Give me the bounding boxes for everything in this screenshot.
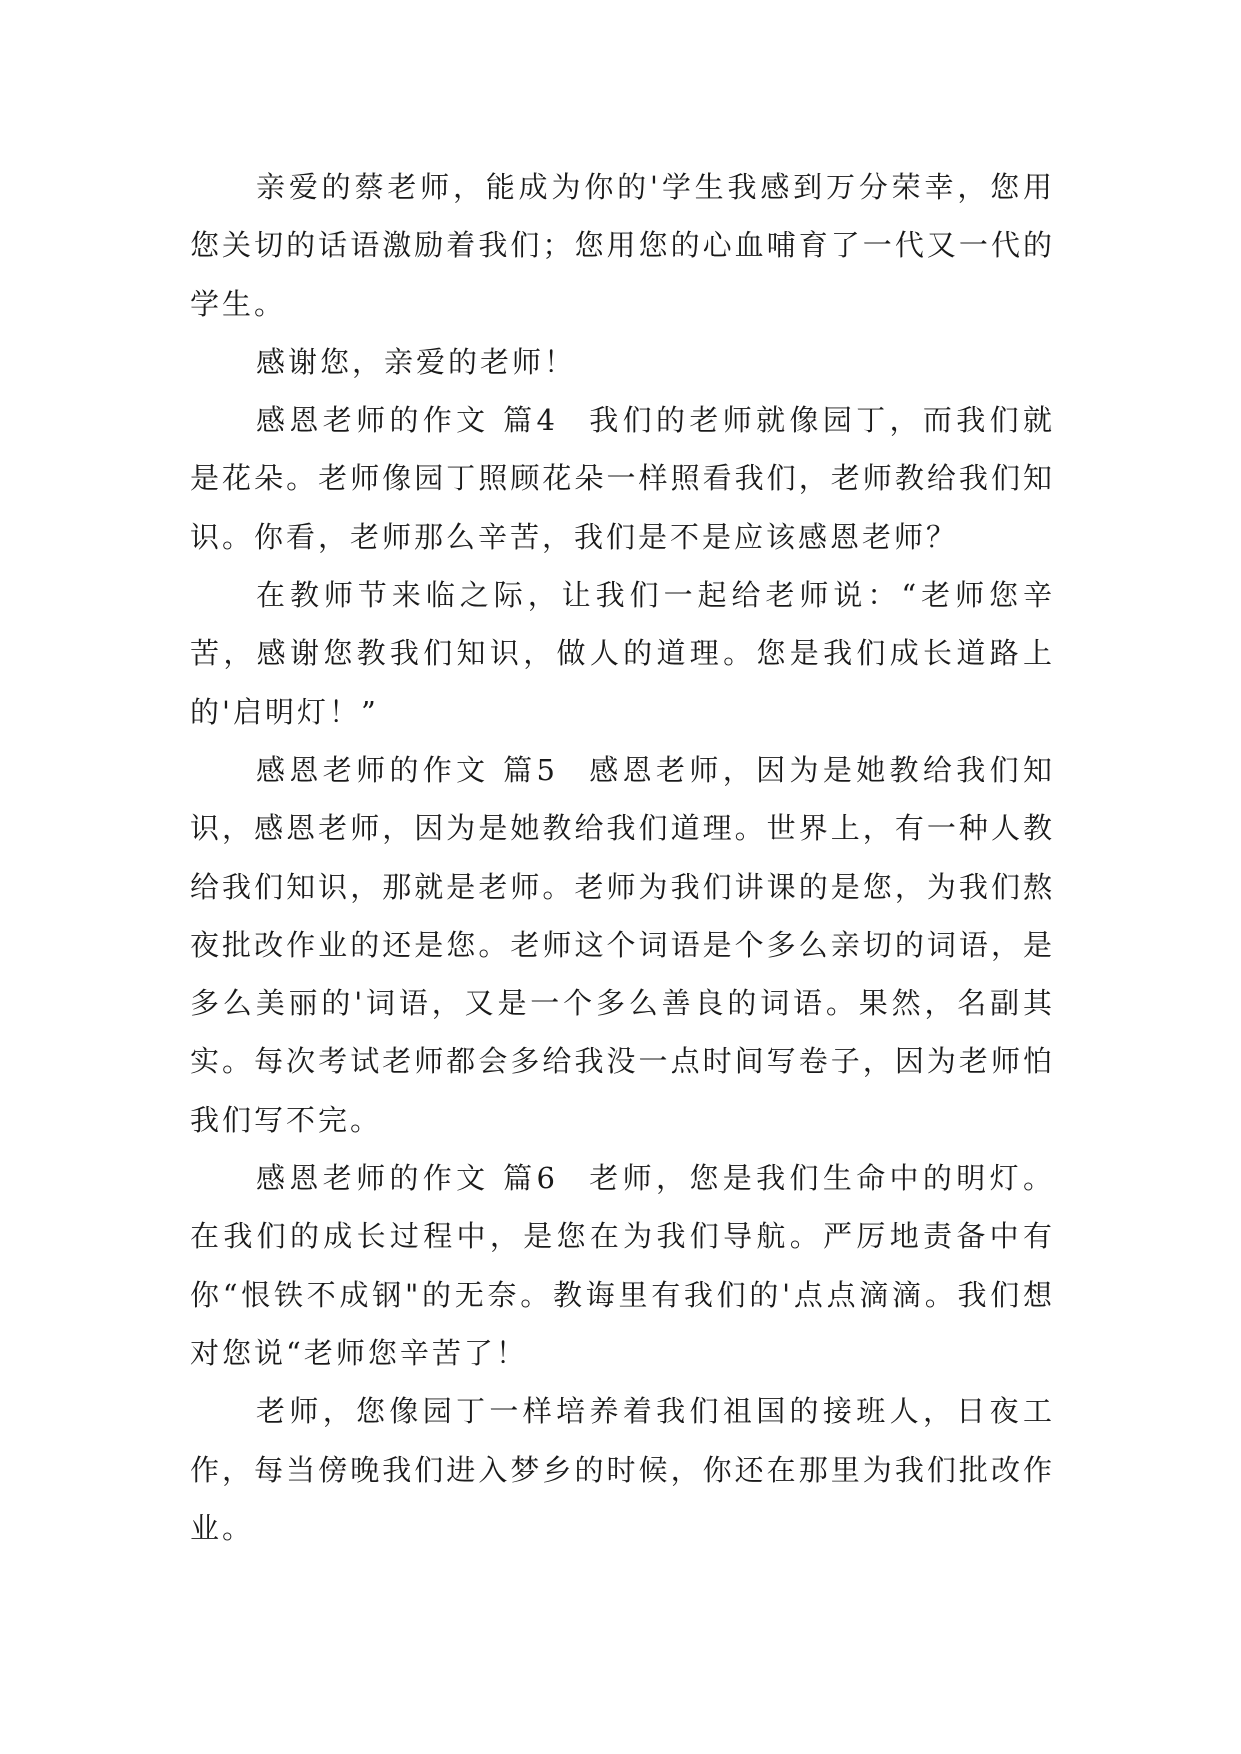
document-body [190,158,1055,1557]
paragraph [190,1149,1055,1382]
section-heading: 感恩老师的作文 篇4 [256,403,558,438]
section-heading: 感恩老师的作文 篇6 [256,1161,558,1196]
paragraph [190,741,1055,1149]
paragraph-text: 老师，您是我们生命中的明灯。在我们的成长过程中，是您在为我们导航。严厉地责备中有你“恨铁不成钢"的无奈。教诲里有我们的'点点滴滴。我们想对您说“老师您辛苦了！ [190,1161,1055,1370]
paragraph-text: 在教师节来临之际，让我们一起给老师说：“老师您辛苦，感谢您教我们知识，做人的道理。您是我们成长道路上的'启明灯！” [190,578,1055,729]
paragraph [190,391,1055,566]
paragraph-text: 我们的老师就像园丁，而我们就是花朵。老师像园丁照顾花朵一样照看我们，老师教给我们知识。你看，老师那么辛苦，我们是不是应该感恩老师？ [190,403,1055,554]
paragraph [190,1382,1055,1557]
paragraph [190,158,1055,333]
paragraph [190,566,1055,741]
paragraph-text: 老师，您像园丁一样培养着我们祖国的接班人，日夜工作，每当傍晚我们进入梦乡的时候，你还在那里为我们批改作业。 [190,1394,1055,1545]
paragraph-text: 感谢您，亲爱的老师！ [256,344,577,379]
paragraph-text: 亲爱的蔡老师，能成为你的'学生我感到万分荣幸，您用您关切的话语激励着我们；您用您的心血哺育了一代又一代的学生。 [190,170,1055,321]
paragraph [190,333,1055,391]
paragraph-text: 感恩老师，因为是她教给我们知识，感恩老师，因为是她教给我们道理。世界上，有一种人教给我们知识，那就是老师。老师为我们讲课的是您，为我们熬夜批改作业的还是您。老师这个词语是个多么亲切的词语，是多么美丽的'词语，又是一个多么善良的词语。果然，名副其实。每次考试老师都会多给我没一点时间写卷子，因为老师怕我们写不完。 [190,752,1055,1137]
section-heading: 感恩老师的作文 篇5 [256,752,558,787]
